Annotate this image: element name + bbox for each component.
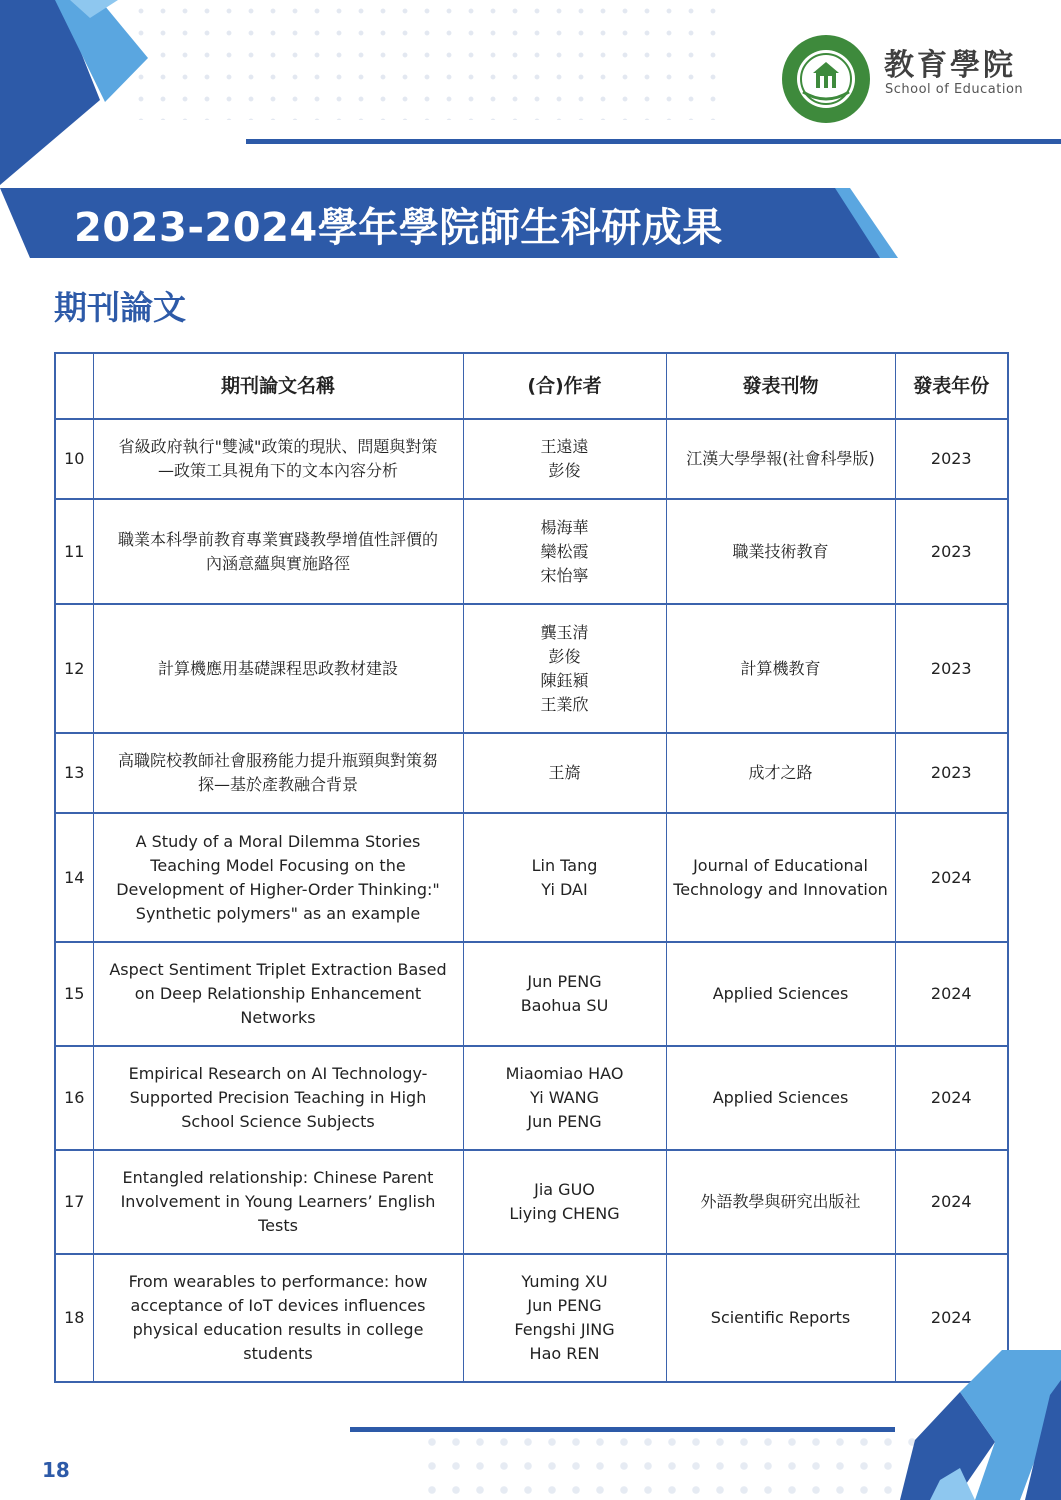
paper-journal: 計算機教育 bbox=[666, 604, 895, 733]
university-logo bbox=[781, 34, 871, 124]
table-row bbox=[55, 1046, 1008, 1150]
page-number: 18 bbox=[42, 1458, 70, 1482]
dot-pattern-bottom bbox=[420, 1430, 940, 1500]
paper-journal: 江漢大學學報(社會科學版) bbox=[666, 419, 895, 499]
paper-authors: Yuming XU Jun PENG Fengshi JING Hao REN bbox=[463, 1254, 666, 1382]
header-rule bbox=[246, 139, 1061, 144]
paper-journal: 外語教學與研究出版社 bbox=[666, 1150, 895, 1254]
paper-authors: Lin Tang Yi DAI bbox=[463, 813, 666, 942]
paper-year: 2024 bbox=[895, 1046, 1008, 1150]
row-number: 16 bbox=[55, 1046, 93, 1150]
paper-title: 計算機應用基礎課程思政教材建設 bbox=[93, 604, 463, 733]
paper-year: 2023 bbox=[895, 419, 1008, 499]
corner-decoration-top-left bbox=[0, 0, 160, 200]
paper-year: 2024 bbox=[895, 1254, 1008, 1382]
paper-title: Entangled relationship: Chinese Parent Involvement in Young Learners’ English Tests bbox=[93, 1150, 463, 1254]
row-number: 10 bbox=[55, 419, 93, 499]
paper-authors: Jun PENG Baohua SU bbox=[463, 942, 666, 1046]
paper-authors: Miaomiao HAO Yi WANG Jun PENG bbox=[463, 1046, 666, 1150]
paper-year: 2023 bbox=[895, 604, 1008, 733]
paper-authors: 龔玉清 彭俊 陳鈺潁 王業欣 bbox=[463, 604, 666, 733]
header-authors: (合)作者 bbox=[463, 353, 666, 419]
header-journal: 發表刊物 bbox=[666, 353, 895, 419]
footer-rule bbox=[350, 1427, 895, 1432]
corner-decoration-bottom-right bbox=[900, 1350, 1061, 1500]
header-year: 發表年份 bbox=[895, 353, 1008, 419]
paper-journal: Applied Sciences bbox=[666, 942, 895, 1046]
row-number: 17 bbox=[55, 1150, 93, 1254]
table-row bbox=[55, 1254, 1008, 1382]
page-title: 2023-2024學年學院師生科研成果 bbox=[74, 205, 723, 251]
paper-title: From wearables to performance: how acceptance of IoT devices influences physical education results in college students bbox=[93, 1254, 463, 1382]
paper-authors: 王遠遠 彭俊 bbox=[463, 419, 666, 499]
table-row bbox=[55, 499, 1008, 604]
paper-year: 2024 bbox=[895, 813, 1008, 942]
row-number: 12 bbox=[55, 604, 93, 733]
row-number: 11 bbox=[55, 499, 93, 604]
paper-title: Empirical Research on AI Technology- Supported Precision Teaching in High School Science Subjects bbox=[93, 1046, 463, 1150]
row-number: 15 bbox=[55, 942, 93, 1046]
header-paper-title: 期刊論文名稱 bbox=[93, 353, 463, 419]
paper-year: 2023 bbox=[895, 733, 1008, 813]
paper-journal: 成才之路 bbox=[666, 733, 895, 813]
table-row bbox=[55, 419, 1008, 499]
paper-year: 2024 bbox=[895, 942, 1008, 1046]
paper-journal: Scientific Reports bbox=[666, 1254, 895, 1382]
paper-journal: Journal of Educational Technology and Innovation bbox=[666, 813, 895, 942]
paper-title: 職業本科學前教育專業實踐教學增值性評價的 內涵意蘊與實施路徑 bbox=[93, 499, 463, 604]
paper-title: 高職院校教師社會服務能力提升瓶頸與對策芻 探—基於產教融合背景 bbox=[93, 733, 463, 813]
paper-title: Aspect Sentiment Triplet Extraction Based on Deep Relationship Enhancement Networks bbox=[93, 942, 463, 1046]
section-title: 期刊論文 bbox=[54, 288, 186, 327]
paper-title: 省級政府執行"雙減"政策的現狀、問題與對策 —政策工具視角下的文本內容分析 bbox=[93, 419, 463, 499]
paper-authors: Jia GUO Liying CHENG bbox=[463, 1150, 666, 1254]
paper-year: 2024 bbox=[895, 1150, 1008, 1254]
table-row bbox=[55, 813, 1008, 942]
school-name-chinese: 教育學院 bbox=[884, 48, 1016, 83]
header-number bbox=[55, 353, 93, 419]
paper-authors: 王旖 bbox=[463, 733, 666, 813]
table-row bbox=[55, 604, 1008, 733]
paper-journal: 職業技術教育 bbox=[666, 499, 895, 604]
table-row bbox=[55, 942, 1008, 1046]
dot-pattern-top bbox=[130, 0, 730, 120]
paper-authors: 楊海華 欒松霞 宋怡寧 bbox=[463, 499, 666, 604]
school-name-english: School of Education bbox=[885, 82, 1024, 97]
row-number: 14 bbox=[55, 813, 93, 942]
journal-papers-table bbox=[54, 352, 1009, 1383]
table-row bbox=[55, 1150, 1008, 1254]
table-header-row bbox=[55, 353, 1008, 419]
paper-title: A Study of a Moral Dilemma Stories Teaching Model Focusing on the Development of Higher-Order Thinking:" Synthetic polymers" as an example bbox=[93, 813, 463, 942]
row-number: 13 bbox=[55, 733, 93, 813]
paper-year: 2023 bbox=[895, 499, 1008, 604]
paper-journal: Applied Sciences bbox=[666, 1046, 895, 1150]
row-number: 18 bbox=[55, 1254, 93, 1382]
table-row bbox=[55, 733, 1008, 813]
